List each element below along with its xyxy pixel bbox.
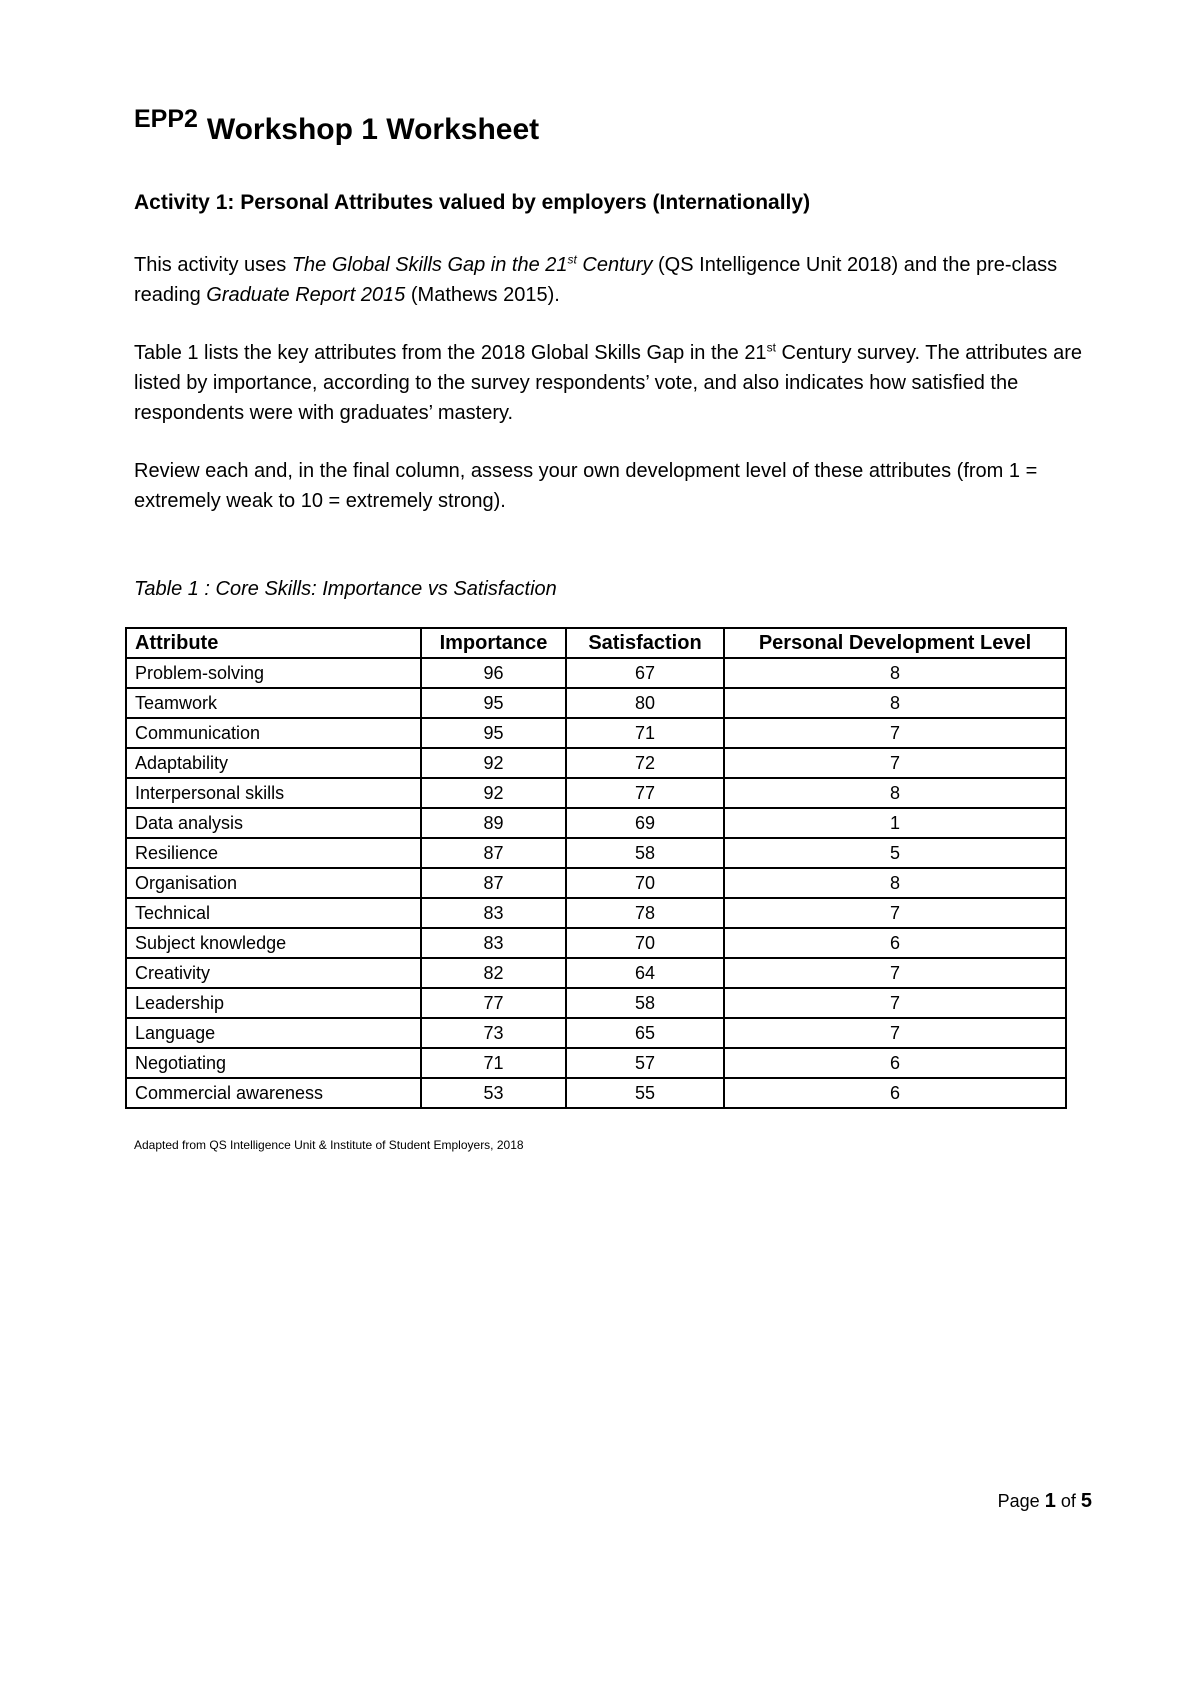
- course-code: EPP2: [134, 105, 198, 133]
- page-number: Page 1 of 5: [997, 1490, 1092, 1512]
- development-level-cell: 7: [724, 748, 1066, 778]
- importance-cell: 71: [421, 1048, 566, 1078]
- table-row: [126, 1048, 1066, 1078]
- header-satisfaction: Satisfaction: [566, 628, 724, 658]
- importance-cell: 89: [421, 808, 566, 838]
- development-level-cell: 8: [724, 778, 1066, 808]
- activity-heading: Activity 1: Personal Attributes valued by employers (Internationally): [134, 191, 811, 214]
- table-row: [126, 898, 1066, 928]
- development-level-cell: 7: [724, 1018, 1066, 1048]
- table-row: [126, 688, 1066, 718]
- table-row: [126, 778, 1066, 808]
- table-row: [126, 1078, 1066, 1108]
- importance-cell: 92: [421, 748, 566, 778]
- table-row: [126, 868, 1066, 898]
- table-description-paragraph: Table 1 lists the key attributes from the 2018 Global Skills Gap in the 21st Century survey. The attributes are listed by importance, according to the survey respondents’ vote, and also indicates how satisfied the respondents were with graduates’ mastery.: [134, 340, 1082, 424]
- development-level-cell: 8: [724, 868, 1066, 898]
- table-caption: Table 1 : Core Skills: Importance vs Satisfaction: [134, 578, 557, 600]
- document-title: [134, 105, 540, 147]
- core-skills-table: [125, 627, 1067, 1109]
- attribute-cell: Subject knowledge: [126, 928, 421, 958]
- attribute-cell: Negotiating: [126, 1048, 421, 1078]
- development-level-cell: 7: [724, 718, 1066, 748]
- development-level-cell: 6: [724, 1078, 1066, 1108]
- table-row: [126, 928, 1066, 958]
- attribute-cell: Creativity: [126, 958, 421, 988]
- table-row: [126, 988, 1066, 1018]
- attribute-cell: Interpersonal skills: [126, 778, 421, 808]
- satisfaction-cell: 70: [566, 868, 724, 898]
- header-attribute: Attribute: [126, 628, 421, 658]
- satisfaction-cell: 71: [566, 718, 724, 748]
- development-level-cell: 5: [724, 838, 1066, 868]
- importance-cell: 83: [421, 898, 566, 928]
- satisfaction-cell: 67: [566, 658, 724, 688]
- importance-cell: 95: [421, 718, 566, 748]
- attribute-cell: Language: [126, 1018, 421, 1048]
- table-row: [126, 958, 1066, 988]
- report-title: The Global Skills Gap in the 21st Century: [291, 252, 653, 276]
- header-importance: Importance: [421, 628, 566, 658]
- importance-cell: 73: [421, 1018, 566, 1048]
- satisfaction-cell: 77: [566, 778, 724, 808]
- importance-cell: 95: [421, 688, 566, 718]
- satisfaction-cell: 70: [566, 928, 724, 958]
- satisfaction-cell: 80: [566, 688, 724, 718]
- development-level-cell: 6: [724, 928, 1066, 958]
- satisfaction-cell: 64: [566, 958, 724, 988]
- attribute-cell: Leadership: [126, 988, 421, 1018]
- attribute-cell: Commercial awareness: [126, 1078, 421, 1108]
- attribute-cell: Data analysis: [126, 808, 421, 838]
- attribute-cell: Teamwork: [126, 688, 421, 718]
- importance-cell: 82: [421, 958, 566, 988]
- development-level-cell: 6: [724, 1048, 1066, 1078]
- attribute-cell: Adaptability: [126, 748, 421, 778]
- table-row: [126, 748, 1066, 778]
- satisfaction-cell: 72: [566, 748, 724, 778]
- attribute-cell: Technical: [126, 898, 421, 928]
- development-level-cell: 7: [724, 958, 1066, 988]
- attribute-cell: Problem-solving: [126, 658, 421, 688]
- satisfaction-cell: 69: [566, 808, 724, 838]
- satisfaction-cell: 65: [566, 1018, 724, 1048]
- table-row: [126, 718, 1066, 748]
- importance-cell: 92: [421, 778, 566, 808]
- table-row: [126, 808, 1066, 838]
- satisfaction-cell: 58: [566, 988, 724, 1018]
- importance-cell: 53: [421, 1078, 566, 1108]
- attribute-cell: Communication: [126, 718, 421, 748]
- instructions-paragraph: Review each and, in the final column, assess your own development level of these attributes (from 1 = extremely weak to 10 = extremely strong).: [134, 460, 1038, 512]
- table-row: [126, 838, 1066, 868]
- satisfaction-cell: 78: [566, 898, 724, 928]
- development-level-cell: 8: [724, 688, 1066, 718]
- development-level-cell: 7: [724, 988, 1066, 1018]
- table-source-note: Adapted from QS Intelligence Unit & Institute of Student Employers, 2018: [134, 1138, 524, 1152]
- importance-cell: 77: [421, 988, 566, 1018]
- attribute-cell: Resilience: [126, 838, 421, 868]
- worksheet-title: Workshop 1 Worksheet: [206, 113, 540, 146]
- satisfaction-cell: 55: [566, 1078, 724, 1108]
- intro-paragraph: This activity uses The Global Skills Gap in the 21st Century (QS Intelligence Unit 2018) and the pre-class reading Graduate Report 2015 (Mathews 2015).: [134, 252, 1058, 306]
- importance-cell: 83: [421, 928, 566, 958]
- development-level-cell: 7: [724, 898, 1066, 928]
- importance-cell: 87: [421, 868, 566, 898]
- satisfaction-cell: 57: [566, 1048, 724, 1078]
- table-row: [126, 1018, 1066, 1048]
- development-level-cell: 8: [724, 658, 1066, 688]
- importance-cell: 96: [421, 658, 566, 688]
- importance-cell: 87: [421, 838, 566, 868]
- satisfaction-cell: 58: [566, 838, 724, 868]
- reading-title: Graduate Report 2015: [206, 284, 406, 306]
- table-header-row: [126, 628, 1066, 658]
- attribute-cell: Organisation: [126, 868, 421, 898]
- development-level-cell: 1: [724, 808, 1066, 838]
- header-personal-development-level: Personal Development Level: [724, 628, 1066, 658]
- table-row: [126, 658, 1066, 688]
